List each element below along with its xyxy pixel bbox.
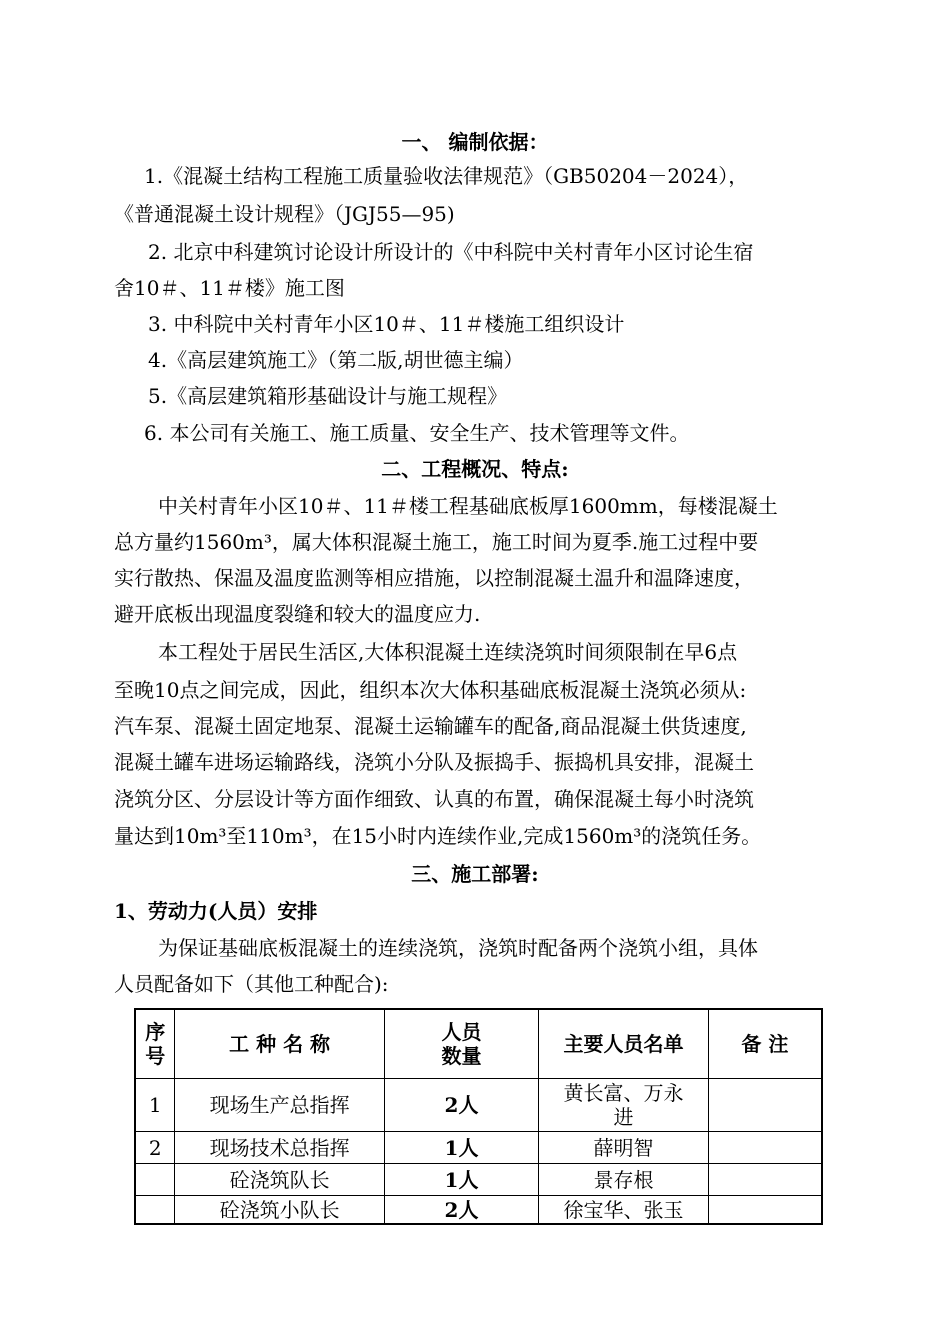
overview-p2-line4: 混凝土罐车进场运输路线，浇筑小分队及振捣手、振捣机具安排，混凝土 <box>114 750 754 774</box>
cell-quantity: 2人 <box>384 1079 539 1132</box>
labor-intro-line1: 为保证基础底板混凝土的连续浇筑，浇筑时配备两个浇筑小组，具体 <box>158 936 758 960</box>
cell-seq: 2 <box>135 1132 175 1164</box>
cell-names: 徐宝华、张玉 <box>539 1196 709 1225</box>
header-quantity: 人员 数量 <box>384 1009 539 1079</box>
cell-notes <box>708 1196 822 1225</box>
basis-item-4: 4.《高层建筑施工》（第二版,胡世德主编） <box>148 348 524 372</box>
basis-item-3: 3. 中科院中关村青年小区10＃、11＃楼施工组织设计 <box>148 312 625 336</box>
basis-item-1-cont: 《普通混凝土设计规程》（JGJ55—95) <box>114 202 455 226</box>
overview-p1-line4: 避开底板出现温度裂缝和较大的温度应力. <box>114 602 481 626</box>
table-row <box>135 1132 822 1164</box>
overview-p1-line2: 总方量约1560m³，属大体积混凝土施工，施工时间为夏季.施工过程中要 <box>114 530 759 554</box>
header-notes: 备 注 <box>708 1009 822 1079</box>
cell-quantity: 1人 <box>384 1132 539 1164</box>
table-row <box>135 1079 822 1132</box>
header-names: 主要人员名单 <box>539 1009 709 1079</box>
labor-arrangement-heading: 1、劳动力(人员）安排 <box>114 899 318 923</box>
basis-item-2: 2. 北京中科建筑讨论设计所设计的《中科院中关村青年小区讨论生宿 <box>148 240 754 264</box>
basis-item-6: 6. 本公司有关施工、施工质量、安全生产、技术管理等文件。 <box>144 421 690 445</box>
cell-job-type: 现场技术总指挥 <box>175 1132 384 1164</box>
cell-names: 黄长富、万永 进 <box>539 1079 709 1132</box>
table-row <box>135 1196 822 1225</box>
basis-item-1: 1.《混凝土结构工程施工质量验收法律规范》（GB50204－2024）， <box>144 164 749 188</box>
cell-job-type: 砼浇筑队长 <box>175 1164 384 1196</box>
basis-item-2-cont: 舍10＃、11＃楼》施工图 <box>114 276 345 300</box>
cell-seq <box>135 1164 175 1196</box>
header-seq: 序 号 <box>135 1009 175 1079</box>
overview-p2-line1: 本工程处于居民生活区,大体积混凝土连续浇筑时间须限制在早6点 <box>158 640 738 664</box>
table-header-row <box>135 1009 822 1079</box>
cell-job-type: 砼浇筑小队长 <box>175 1196 384 1225</box>
cell-notes <box>708 1164 822 1196</box>
cell-seq <box>135 1196 175 1225</box>
overview-p2-line2: 至晚10点之间完成，因此，组织本次大体积基础底板混凝土浇筑必须从: <box>114 678 747 702</box>
cell-names: 薛明智 <box>539 1132 709 1164</box>
cell-notes <box>708 1132 822 1164</box>
labor-intro-line2: 人员配备如下（其他工种配合): <box>114 972 389 996</box>
section3-title: 三、施工部署: <box>411 862 539 886</box>
overview-p1-line1: 中关村青年小区10＃、11＃楼工程基础底板厚1600mm，每楼混凝土 <box>158 494 778 518</box>
overview-p2-line5: 浇筑分区、分层设计等方面作细致、认真的布置，确保混凝土每小时浇筑 <box>114 787 754 811</box>
header-job-type: 工 种 名 称 <box>175 1009 384 1079</box>
cell-seq: 1 <box>135 1079 175 1132</box>
cell-quantity: 1人 <box>384 1164 539 1196</box>
overview-p2-line6: 量达到10m³至110m³，在15小时内连续作业,完成1560m³的浇筑任务。 <box>114 824 762 848</box>
basis-item-5: 5.《高层建筑箱形基础设计与施工规程》 <box>148 384 508 408</box>
section1-title: 一、 编制依据： <box>401 130 549 154</box>
overview-p1-line3: 实行散热、保温及温度监测等相应措施，以控制混凝土温升和温降速度， <box>114 566 754 590</box>
cell-notes <box>708 1079 822 1132</box>
cell-quantity: 2人 <box>384 1196 539 1225</box>
cell-names: 景存根 <box>539 1164 709 1196</box>
table-row <box>135 1164 822 1196</box>
section2-title: 二、工程概况、特点: <box>381 457 569 481</box>
overview-p2-line3: 汽车泵、混凝土固定地泵、混凝土运输罐车的配备,商品混凝土供货速度, <box>114 714 747 738</box>
staff-table <box>134 1008 823 1225</box>
cell-job-type: 现场生产总指挥 <box>175 1079 384 1132</box>
